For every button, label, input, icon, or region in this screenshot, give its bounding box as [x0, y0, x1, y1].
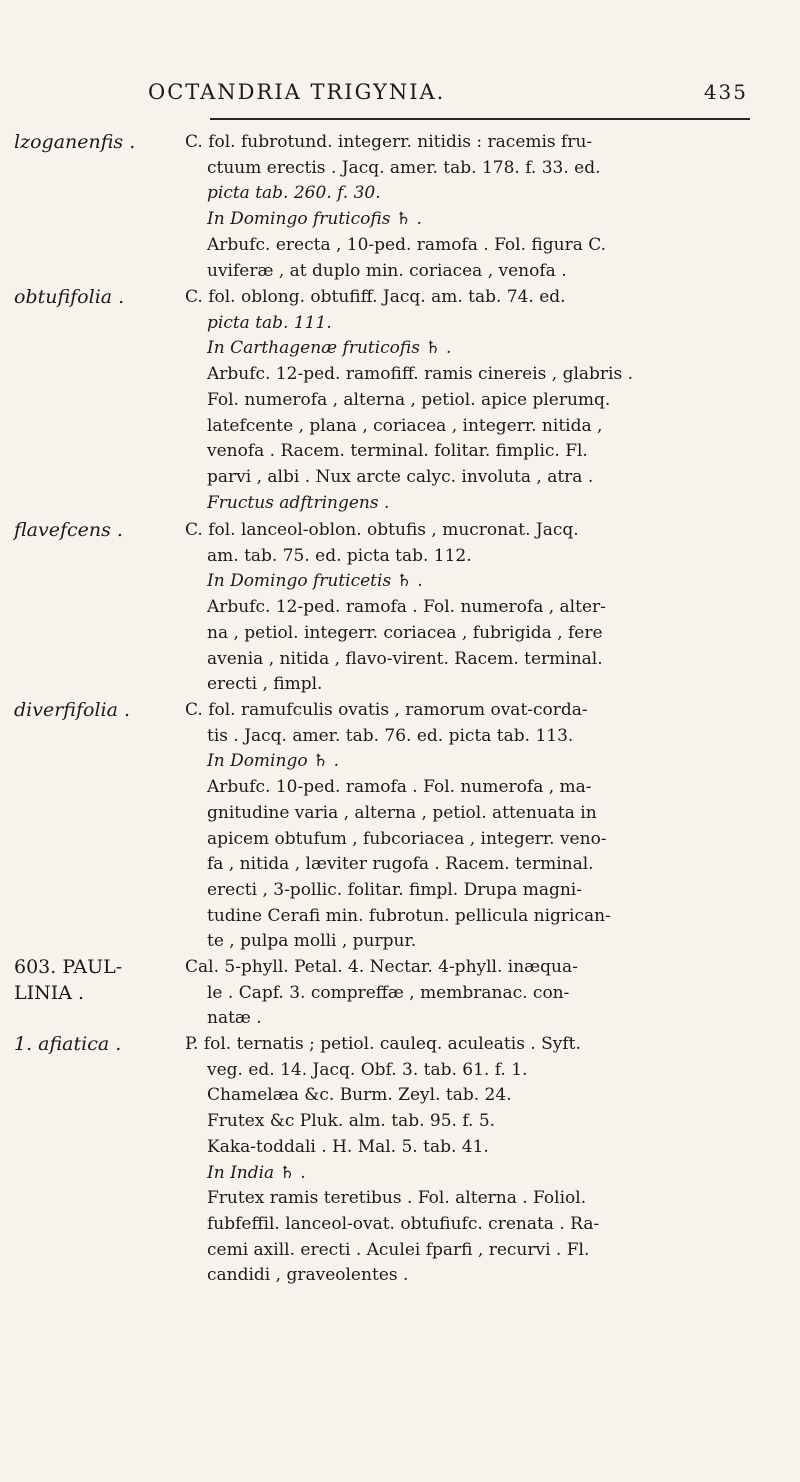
text-line: In India ♄ . [207, 1162, 306, 1183]
species-label: lzoganenfis . [14, 131, 136, 153]
text-line: Frutex ramis teretibus . Fol. alterna . Foliol. [207, 1188, 587, 1209]
text-line: Arbufc. 12-ped. ramofa . Fol. numerofa , alter- [207, 597, 606, 618]
species-description [185, 1032, 745, 1289]
genus-label: 603. PAUL- LINIA . [14, 956, 123, 1004]
text-line: veg. ed. 14. Jacq. Obf. 3. tab. 61. f. 1. [207, 1059, 528, 1080]
text-line: Arbufc. erecta , 10-ped. ramofa . Fol. figura C. [207, 234, 607, 255]
text-line: fa , nitida , læviter rugofa . Racem. terminal. [207, 854, 594, 875]
text-line: am. tab. 75. ed. picta tab. 112. [207, 545, 472, 566]
text-line: Arbufc. 12-ped. ramofiff. ramis cinereis , glabris . [207, 364, 634, 385]
page-number: 435 [703, 80, 748, 104]
text-line: erecti , 3-pollic. folitar. fimpl. Drupa magni- [207, 879, 582, 900]
text-line: gnitudine varia , alterna , petiol. attenuata in [207, 802, 597, 823]
species-description [185, 518, 745, 698]
text-line: Arbufc. 10-ped. ramofa . Fol. numerofa , ma- [207, 777, 592, 798]
text-line: tudine Cerafi min. fubrotun. pellicula nigrican- [207, 905, 611, 926]
text-line: natæ . [207, 1008, 262, 1029]
text-line: Cal. 5-phyll. Petal. 4. Nectar. 4-phyll. inæqua- [185, 957, 578, 977]
text-line: C. fol. fubrotund. integerr. nitidis : racemis fru- [185, 132, 593, 152]
species-description [185, 130, 745, 284]
species-label: 1. afiatica . [14, 1033, 122, 1055]
text-line: C. fol. lanceol-oblon. obtufis , mucronat. Jacq. [185, 520, 579, 540]
species-label: diverfifolia . [14, 699, 131, 721]
text-line: Kaka-toddali . H. Mal. 5. tab. 41. [207, 1136, 489, 1157]
species-description [185, 285, 745, 516]
text-line: tis . Jacq. amer. tab. 76. ed. picta tab. 113. [207, 725, 574, 746]
text-line: na , petiol. integerr. coriacea , fubrigida , fere [207, 622, 603, 643]
text-line: candidi , graveolentes . [207, 1265, 409, 1286]
text-line: P. fol. ternatis ; petiol. cauleq. aculeatis . Syft. [185, 1034, 581, 1054]
text-line: C. fol. oblong. obtufiff. Jacq. am. tab. 74. ed. [185, 287, 566, 307]
text-line: Chamelæa &c. Burm. Zeyl. tab. 24. [207, 1085, 512, 1106]
species-label: flavefcens . [14, 519, 123, 541]
text-line: cemi axill. erecti . Aculei fparfi , recurvi . Fl. [207, 1239, 590, 1260]
text-line: venofa . Racem. terminal. folitar. fimplic. Fl. [207, 441, 588, 462]
genus-description [185, 955, 745, 1032]
text-line: C. fol. ramufculis ovatis , ramorum ovat-corda- [185, 700, 588, 720]
text-line: te , pulpa molli , purpur. [207, 931, 417, 952]
text-line: parvi , albi . Nux arcte calyc. involuta , atra . [207, 466, 594, 487]
text-line: In Domingo fruticetis ♄ . [207, 571, 423, 592]
text-line: le . Capf. 3. compreffæ , membranac. con- [207, 982, 570, 1003]
header-title: OCTANDRIA TRIGYNIA. [148, 80, 446, 104]
text-line: apicem obtufum , fubcoriacea , integerr. veno- [207, 828, 607, 849]
text-line: Fol. numerofa , alterna , petiol. apice plerumq. [207, 389, 611, 410]
text-line: ctuum erectis . Jacq. amer. tab. 178. f. 33. ed. [207, 157, 601, 178]
text-line: In Domingo ♄ . [207, 751, 340, 772]
text-line: picta tab. 260. f. 30. [207, 183, 381, 204]
text-line: Fructus adftringens . [207, 492, 390, 513]
text-line: In Domingo fruticofis ♄ . [207, 209, 422, 230]
header-rule [210, 118, 750, 120]
text-line: uviferæ , at duplo min. coriacea , venofa . [207, 260, 567, 281]
text-line: fubfeffil. lanceol-ovat. obtufiufc. crenata . Ra- [207, 1213, 600, 1234]
text-line: picta tab. 111. [207, 312, 332, 333]
running-header [148, 72, 748, 112]
species-description [185, 698, 745, 955]
text-line: In Carthagenæ fruticofis ♄ . [207, 338, 452, 359]
text-line: avenia , nitida , flavo-virent. Racem. terminal. [207, 648, 603, 669]
text-line: erecti , fimpl. [207, 674, 323, 695]
species-label: obtufifolia . [14, 286, 125, 308]
text-line: Frutex &c Pluk. alm. tab. 95. f. 5. [207, 1111, 496, 1132]
text-line: latefcente , plana , coriacea , integerr. nitida , [207, 415, 603, 436]
